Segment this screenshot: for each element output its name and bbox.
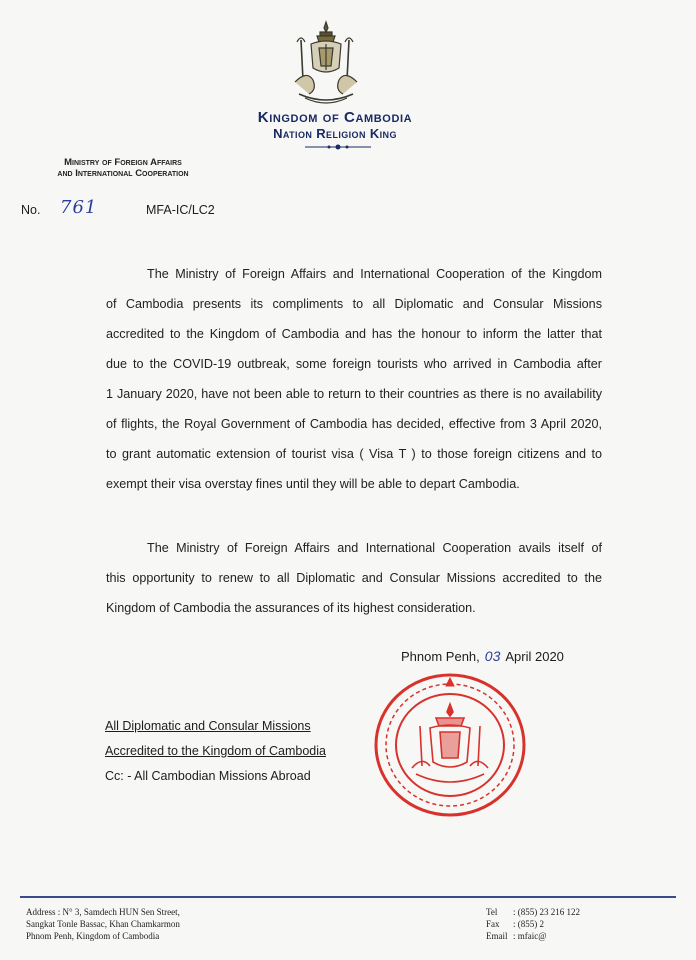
recipient-line-2: Accredited to the Kingdom of Cambodia xyxy=(105,744,326,758)
footer-divider xyxy=(20,896,676,898)
tel-label: Tel xyxy=(486,907,498,917)
ministry-line-1: Ministry of Foreign Affairs xyxy=(64,157,182,168)
email-value: : mfaic@ xyxy=(513,931,547,941)
paragraph-line: Kingdom of Cambodia the assurances of its highest consideration. xyxy=(106,601,476,615)
royal-coat-of-arms-icon xyxy=(287,20,365,104)
body-paragraph-1 xyxy=(106,259,602,499)
dateline xyxy=(401,648,564,664)
official-seal-stamp-icon xyxy=(372,670,528,820)
ministry-line-2: and International Cooperation xyxy=(57,168,189,179)
letterhead-motto: Nation Religion King xyxy=(273,126,397,141)
dateline-day: 03 xyxy=(484,648,501,664)
reference-number: 761 xyxy=(60,197,98,218)
cc-line: Cc: - All Cambodian Missions Abroad xyxy=(105,769,311,783)
email-label: Email xyxy=(486,931,508,941)
paragraph-line: accredited to the Kingdom of Cambodia and has the honour to inform the latter that xyxy=(106,327,602,341)
fax-line xyxy=(486,918,580,930)
paragraph-line: The Ministry of Foreign Affairs and International Cooperation avails itself of xyxy=(147,541,602,555)
address-line-2: Sangkat Tonle Bassac, Khan Chamkarmon xyxy=(26,919,180,929)
paragraph-line: of flights, the Royal Government of Cambodia has decided, effective from 3 April 2020, xyxy=(106,417,602,431)
paragraph-line: due to the COVID-19 outbreak, some foreign tourists who arrived in Cambodia after xyxy=(106,357,602,371)
tel-line xyxy=(486,906,580,918)
reference-no-label: No. xyxy=(21,203,41,217)
address-line-3: Phnom Penh, Kingdom of Cambodia xyxy=(26,931,160,941)
body-paragraph-2 xyxy=(106,533,602,623)
reference-code: MFA-IC/LC2 xyxy=(146,203,215,217)
dateline-month-year: April 2020 xyxy=(505,649,564,664)
fax-value: : (855) 2 xyxy=(513,919,544,929)
paragraph-line: to grant automatic extension of tourist visa ( Visa T ) to those foreign citizens and to xyxy=(106,447,602,461)
recipient-line-1: All Diplomatic and Consular Missions xyxy=(105,719,311,733)
recipients-block xyxy=(105,714,326,789)
paragraph-line: this opportunity to renew to all Diplomatic and Consular Missions accredited to the xyxy=(106,571,602,585)
footer-contact xyxy=(486,906,580,942)
ministry-name xyxy=(18,157,228,179)
fax-label: Fax xyxy=(486,919,500,929)
paragraph-line: The Ministry of Foreign Affairs and International Cooperation of the Kingdom xyxy=(147,267,602,281)
letterhead-country: Kingdom of Cambodia xyxy=(257,109,413,126)
email-line xyxy=(486,930,580,942)
address-line-1: Address : N° 3, Samdech HUN Sen Street, xyxy=(26,907,180,917)
dateline-place: Phnom Penh, xyxy=(401,649,480,664)
ornament-divider-icon xyxy=(303,143,373,151)
paragraph-line: of Cambodia presents its compliments to all Diplomatic and Consular Missions xyxy=(106,297,602,311)
footer-address xyxy=(26,906,180,942)
paragraph-line: exempt their visa overstay fines until they will be able to depart Cambodia. xyxy=(106,477,520,491)
paragraph-line: 1 January 2020, have not been able to return to their countries as there is no availability xyxy=(106,387,602,401)
tel-value: : (855) 23 216 122 xyxy=(513,907,580,917)
